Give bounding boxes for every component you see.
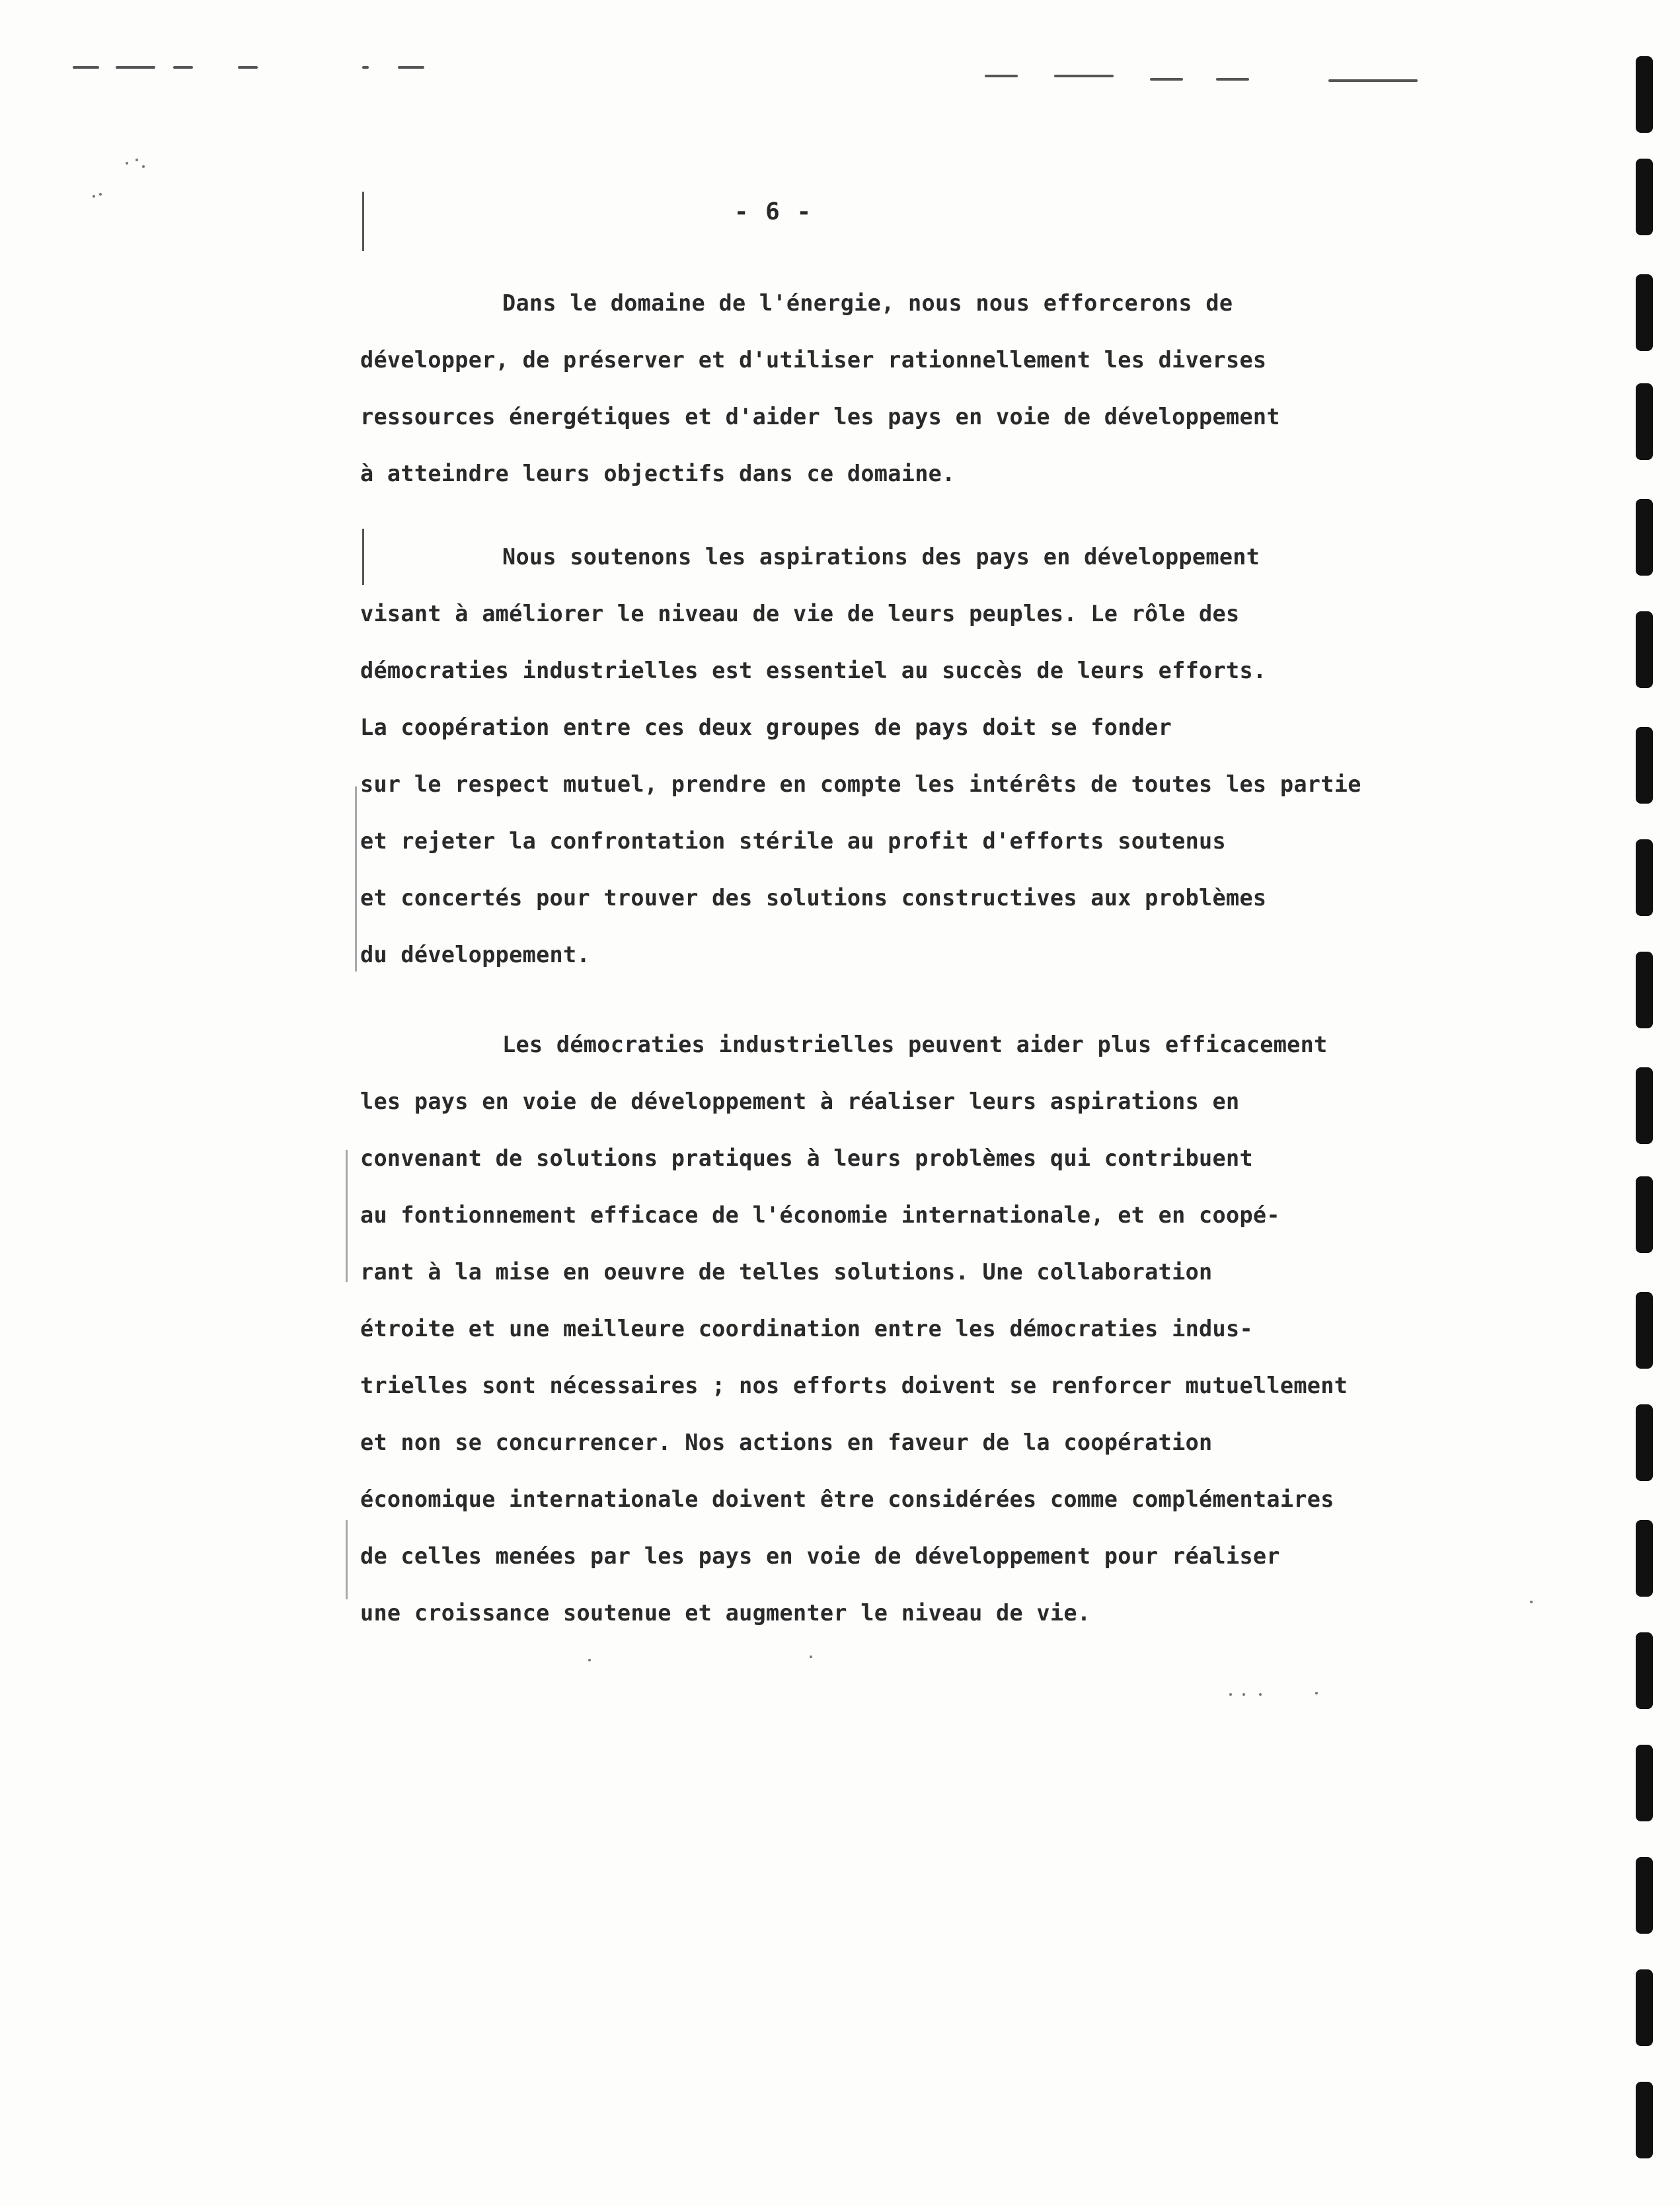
text-line: La coopération entre ces deux groupes de pays doit se fonder — [360, 714, 1172, 740]
perforation-mark — [1636, 1404, 1653, 1481]
margin-line — [362, 192, 364, 251]
scan-edge-mark — [1216, 78, 1249, 81]
margin-line — [346, 1520, 348, 1599]
scan-speck — [93, 195, 95, 198]
text-line: visant à améliorer le niveau de vie de leurs peuples. Le rôle des — [360, 601, 1240, 627]
text-line: trielles sont nécessaires ; nos efforts doivent se renforcer mutuellement — [360, 1373, 1348, 1398]
text-line: Dans le domaine de l'énergie, nous nous efforcerons de — [502, 290, 1233, 316]
text-line: du développement. — [360, 942, 590, 968]
scan-edge-mark — [173, 66, 193, 69]
text-line: une croissance soutenue et augmenter le niveau de vie. — [360, 1600, 1091, 1626]
scan-edge-mark — [238, 66, 258, 69]
text-line: au fontionnement efficace de l'économie internationale, et en coopé- — [360, 1202, 1280, 1228]
text-line: convenant de solutions pratiques à leurs problèmes qui contribuent — [360, 1145, 1253, 1171]
text-line: à atteindre leurs objectifs dans ce domaine. — [360, 461, 956, 486]
scan-edge-mark — [398, 66, 424, 69]
paragraph-cooperation — [360, 1016, 1616, 1642]
perforation-mark — [1636, 159, 1653, 235]
scan-speck — [99, 193, 102, 196]
perforation-mark — [1636, 1969, 1653, 2046]
perforation-mark — [1636, 274, 1653, 351]
text-line: rant à la mise en oeuvre de telles solutions. Une collaboration — [360, 1259, 1213, 1285]
margin-line — [346, 1150, 348, 1282]
perforation-mark — [1636, 1067, 1653, 1144]
perforation-mark — [1636, 1292, 1653, 1369]
perforation-mark — [1636, 1632, 1653, 1709]
perforation-mark — [1636, 2082, 1653, 2158]
text-line: ressources énergétiques et d'aider les pays en voie de développement — [360, 404, 1280, 430]
text-line: économique internationale doivent être considérées comme complémentaires — [360, 1486, 1334, 1512]
paragraph-energy — [360, 275, 1616, 502]
text-line: les pays en voie de développement à réaliser leurs aspirations en — [360, 1088, 1240, 1114]
perforation-mark — [1636, 1176, 1653, 1253]
perforation-mark — [1636, 383, 1653, 460]
text-line: de celles menées par les pays en voie de développement pour réaliser — [360, 1543, 1280, 1569]
scan-edge-mark — [362, 66, 369, 69]
perforation-mark — [1636, 1745, 1653, 1821]
text-line: Nous soutenons les aspirations des pays en développement — [502, 544, 1260, 570]
perforation-mark — [1636, 1857, 1653, 1934]
text-line: et concertés pour trouver des solutions constructives aux problèmes — [360, 885, 1267, 911]
text-line: et rejeter la confrontation stérile au profit d'efforts soutenus — [360, 828, 1226, 854]
scan-speck — [1315, 1692, 1318, 1694]
text-line: démocraties industrielles est essentiel au succès de leurs efforts. — [360, 658, 1267, 683]
page-number: - 6 - — [734, 198, 813, 225]
scan-speck — [810, 1655, 812, 1658]
scan-edge-mark — [73, 66, 99, 69]
scan-speck — [1242, 1693, 1245, 1696]
perforation-mark — [1636, 839, 1653, 916]
perforation-mark — [1636, 952, 1653, 1028]
perforation-mark — [1636, 56, 1653, 133]
scan-edge-mark — [116, 66, 155, 69]
scan-speck — [135, 159, 138, 161]
perforation-mark — [1636, 1520, 1653, 1597]
text-line: Les démocraties industrielles peuvent aider plus efficacement — [502, 1032, 1328, 1057]
perforation-mark — [1636, 499, 1653, 576]
text-line: étroite et une meilleure coordination entre les démocraties indus- — [360, 1316, 1253, 1342]
scan-edge-mark — [1150, 78, 1183, 81]
scan-speck — [1259, 1693, 1262, 1696]
scan-speck — [588, 1659, 591, 1661]
scan-edge-mark — [1054, 75, 1114, 77]
text-line: développer, de préserver et d'utiliser rationnellement les diverses — [360, 347, 1267, 373]
text-line: sur le respect mutuel, prendre en compte les intérêts de toutes les partie — [360, 771, 1361, 797]
perforation-mark — [1636, 727, 1653, 804]
scan-speck — [142, 165, 145, 168]
text-line: et non se concurrencer. Nos actions en faveur de la coopération — [360, 1429, 1213, 1455]
scan-edge-mark — [985, 75, 1018, 77]
scan-speck — [126, 162, 128, 165]
perforation-mark — [1636, 611, 1653, 688]
paragraph-development — [360, 529, 1616, 983]
scan-speck — [1229, 1693, 1232, 1696]
scan-edge-mark — [1328, 79, 1418, 82]
margin-line — [355, 786, 357, 971]
